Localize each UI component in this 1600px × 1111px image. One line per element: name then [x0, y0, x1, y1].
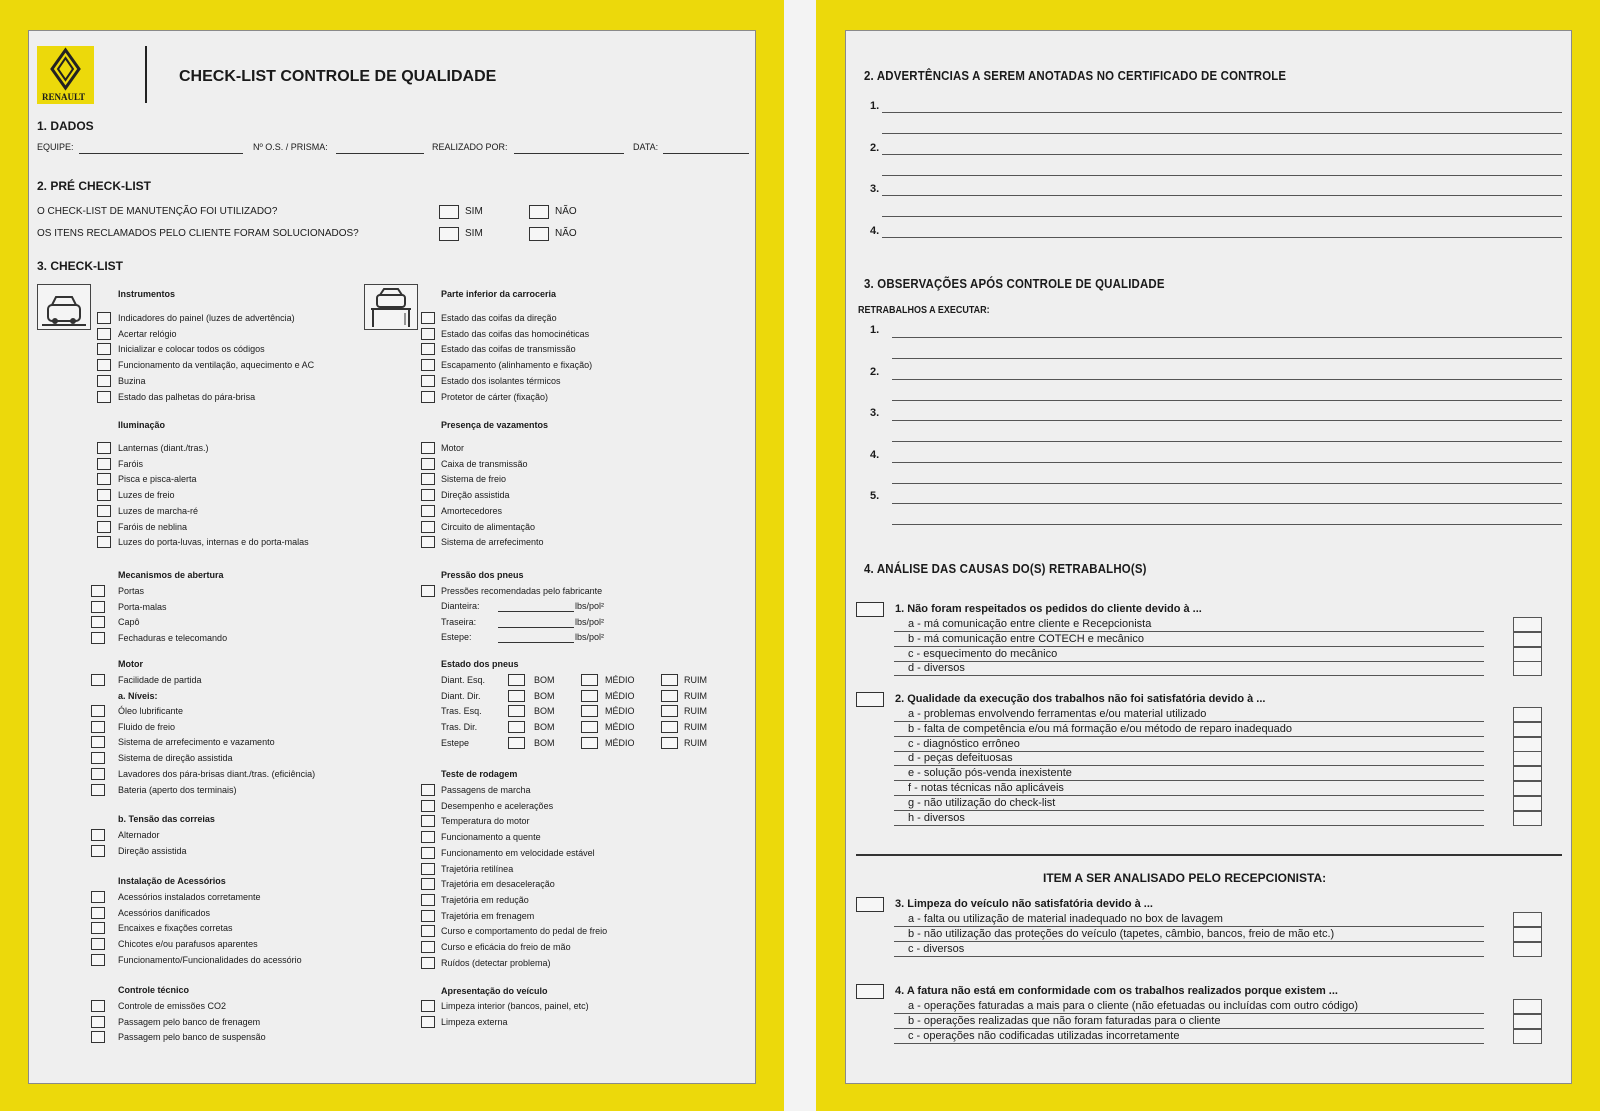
- checklist-item-label: Estado das coifas da direção: [441, 313, 557, 323]
- cause-item-label: a - má comunicação entre cliente e Recepcionista: [908, 618, 1152, 630]
- tire-row-label: Tras. Dir.: [441, 722, 478, 733]
- pre-checklist-heading: 2. PRÉ CHECK-LIST: [37, 179, 152, 193]
- checklist-item-label: Motor: [441, 443, 465, 453]
- retrabalho-line[interactable]: [892, 462, 1562, 463]
- checklist-item-label: Pisca e pisca-alerta: [118, 474, 197, 485]
- cause-item-label: a - problemas envolvendo ferramentas e/ou material utilizado: [908, 708, 1207, 720]
- advertencia-number: 4.: [870, 224, 880, 237]
- tire-row-label: Diant. Dir.: [441, 690, 481, 701]
- cause-item-label: d - diversos: [908, 662, 965, 675]
- observacoes-heading: 3. OBSERVAÇÕES APÓS CONTROLE DE QUALIDADE: [864, 276, 1165, 291]
- checklist-item-label: Luzes de marcha-ré: [118, 505, 199, 516]
- cause-checkbox[interactable]: [856, 984, 884, 999]
- realizado-por-label: REALIZADO POR:: [432, 142, 508, 152]
- tire-ruim-label: RUIM: [684, 675, 707, 685]
- checklist-item-label: Portas: [118, 586, 145, 596]
- tire-ruim-checkbox[interactable]: [661, 674, 678, 686]
- pressure-input[interactable]: [498, 642, 574, 643]
- tire-bom-label: BOM: [534, 690, 555, 701]
- cause-item-checkbox[interactable]: [1513, 617, 1542, 632]
- cause-item-checkbox[interactable]: [1513, 927, 1542, 942]
- checklist-item-label: Sistema de arrefecimento e vazamento: [118, 737, 275, 748]
- advertencia-line[interactable]: [882, 112, 1562, 113]
- checklist-checkbox[interactable]: [91, 616, 105, 628]
- advertencia-line-extra[interactable]: [882, 216, 1562, 217]
- retrabalho-line-extra[interactable]: [892, 400, 1562, 401]
- cause-title: 4. A fatura não está em conformidade com os trabalhos realizados porque existem ...: [895, 985, 1338, 997]
- checklist-checkbox[interactable]: [97, 375, 111, 387]
- checklist-item-label: Passagens de marcha: [441, 785, 531, 795]
- cause-item-underline: [894, 941, 1484, 942]
- checklist-checkbox[interactable]: [421, 585, 435, 597]
- tire-medio-checkbox[interactable]: [581, 674, 598, 686]
- cause-item-checkbox[interactable]: [1513, 766, 1542, 781]
- tire-medio-checkbox[interactable]: [581, 737, 598, 749]
- tire-ruim-label: RUIM: [684, 722, 707, 733]
- advertencia-line-extra[interactable]: [882, 175, 1562, 176]
- tire-bom-label: BOM: [534, 706, 555, 717]
- pre-question-2: OS ITENS RECLAMADOS PELO CLIENTE FORAM SOLUCIONADOS?: [37, 228, 359, 239]
- checklist-checkbox[interactable]: [91, 784, 105, 796]
- advertencia-line-extra[interactable]: [882, 133, 1562, 134]
- cause-item-label: b - falta de competência e/ou má formação e/ou método de reparo inadequado: [908, 722, 1293, 735]
- checklist-item-label: Curso e eficácia do freio de mão: [441, 942, 571, 952]
- checklist-item-label: Funcionamento a quente: [441, 832, 541, 843]
- checklist-item-label: Funcionamento da ventilação, aquecimento e AC: [118, 360, 315, 371]
- os-prisma-label: Nº O.S. / PRISMA:: [253, 142, 328, 152]
- cause-item-underline: [894, 956, 1484, 957]
- advertencia-number: 3.: [870, 183, 880, 195]
- cause-checkbox[interactable]: [856, 897, 884, 912]
- renault-logo: [37, 46, 94, 104]
- left-section-title: Mecanismos de abertura: [118, 570, 224, 580]
- checklist-item-label: Fluido de freio: [118, 721, 176, 732]
- cause-item-underline: [894, 675, 1484, 676]
- checklist-checkbox[interactable]: [91, 752, 105, 764]
- right-section-title: Presença de vazamentos: [441, 420, 549, 430]
- retrabalho-line[interactable]: [892, 337, 1562, 338]
- checklist-item-label: Passagem pelo banco de suspensão: [118, 1032, 266, 1043]
- right-section-title: Pressão dos pneus: [441, 570, 524, 580]
- cause-item-checkbox[interactable]: [1513, 737, 1542, 752]
- checklist-item-label: Bateria (aperto dos terminais): [118, 784, 237, 795]
- checklist-checkbox[interactable]: [97, 473, 111, 485]
- checklist-item-label: Fechaduras e telecomando: [118, 633, 228, 644]
- retrabalhos-label: RETRABALHOS A EXECUTAR:: [858, 305, 990, 316]
- cause-item-checkbox[interactable]: [1513, 632, 1542, 647]
- cause-item-underline: [894, 661, 1484, 662]
- tire-ruim-checkbox[interactable]: [661, 690, 678, 702]
- retrabalho-line[interactable]: [892, 379, 1562, 380]
- checklist-checkbox[interactable]: [421, 910, 435, 922]
- checklist-checkbox[interactable]: [421, 359, 435, 371]
- pressure-row-label: Dianteira:: [441, 601, 480, 611]
- pressure-row-label: Traseira:: [441, 616, 477, 627]
- tire-bom-label: BOM: [534, 722, 555, 733]
- pressure-input[interactable]: [498, 611, 574, 612]
- checklist-item-label: Indicadores do painel (luzes de advertência): [118, 313, 295, 323]
- cause-item-checkbox[interactable]: [1513, 661, 1542, 676]
- tire-ruim-checkbox[interactable]: [661, 737, 678, 749]
- checklist-checkbox[interactable]: [421, 343, 435, 355]
- checklist-checkbox[interactable]: [91, 891, 105, 903]
- checklist-checkbox[interactable]: [97, 536, 111, 548]
- checklist-item-label: Controle de emissões CO2: [118, 1001, 227, 1011]
- cause-item-label: b - não utilização das proteções do veículo (tapetes, câmbio, bancos, freio de mão etc.): [908, 927, 1335, 940]
- checklist-item-label: Direção assistida: [118, 845, 187, 856]
- dados-heading: 1. DADOS: [37, 119, 94, 133]
- checklist-page-1: [28, 30, 756, 1084]
- checklist-checkbox[interactable]: [421, 505, 435, 517]
- cause-title: 1. Não foram respeitados os pedidos do cliente devido à ...: [895, 603, 1202, 615]
- cause-item-label: b - má comunicação entre COTECH e mecânico: [908, 632, 1144, 645]
- checklist-item-label: Facilidade de partida: [118, 675, 202, 685]
- tire-bom-checkbox[interactable]: [508, 674, 525, 686]
- pressure-unit: lbs/pol²: [575, 601, 605, 611]
- checklist-checkbox[interactable]: [91, 1016, 105, 1028]
- checklist-checkbox[interactable]: [97, 312, 111, 324]
- tire-medio-label: MÉDIO: [605, 737, 635, 748]
- checklist-heading: 3. CHECK-LIST: [37, 259, 124, 273]
- tire-ruim-label: RUIM: [684, 706, 707, 717]
- checklist-item-label: Chicotes e/ou parafusos aparentes: [118, 939, 258, 950]
- checklist-item-label: Acessórios instalados corretamente: [118, 892, 261, 902]
- checklist-item-label: Lavadores dos pára-brisas diant./tras. (eficiência): [118, 768, 316, 779]
- checklist-checkbox[interactable]: [421, 800, 435, 812]
- checklist-item-label: Buzina: [118, 375, 146, 386]
- checklist-item-label: Inicializar e colocar todos os códigos: [118, 344, 265, 355]
- checklist-item-label: Passagem pelo banco de frenagem: [118, 1016, 261, 1027]
- retrabalho-line-extra[interactable]: [892, 483, 1562, 484]
- section-divider: [856, 854, 1562, 856]
- advertencia-line[interactable]: [882, 154, 1562, 155]
- checklist-item-label: Ruídos (detectar problema): [441, 957, 551, 968]
- checklist-item-label: Luzes de freio: [118, 490, 175, 501]
- cause-item-checkbox[interactable]: [1513, 647, 1542, 662]
- cause-item-checkbox[interactable]: [1513, 942, 1542, 957]
- checklist-page-2: [845, 30, 1572, 1084]
- cause-item-label: h - diversos: [908, 811, 965, 824]
- checklist-item-label: Estado dos isolantes térmicos: [441, 375, 561, 386]
- cause-item-underline: [894, 810, 1484, 811]
- tire-ruim-checkbox[interactable]: [661, 705, 678, 717]
- checklist-item-label: Limpeza externa: [441, 1016, 508, 1027]
- analise-heading: 4. ANÁLISE DAS CAUSAS DO(S) RETRABALHO(S): [864, 561, 1147, 576]
- left-section-title: Motor: [118, 659, 143, 669]
- checklist-item-label: Protetor de cárter (fixação): [441, 391, 549, 402]
- q2-nao-label: NÃO: [555, 228, 577, 239]
- cause-item-checkbox[interactable]: [1513, 1029, 1542, 1044]
- data-label: DATA:: [633, 142, 659, 152]
- checklist-checkbox[interactable]: [91, 674, 105, 686]
- checklist-checkbox[interactable]: [91, 907, 105, 919]
- q2-sim-checkbox[interactable]: [439, 227, 459, 241]
- checklist-checkbox[interactable]: [91, 938, 105, 950]
- tire-medio-label: MÉDIO: [605, 706, 635, 717]
- pressure-unit: lbs/pol²: [575, 616, 605, 627]
- page-gap: [784, 0, 816, 1111]
- tire-row-label: Tras. Esq.: [441, 706, 482, 717]
- checklist-checkbox[interactable]: [97, 505, 111, 517]
- checklist-checkbox[interactable]: [421, 442, 435, 454]
- retrabalho-number: 5.: [870, 490, 880, 502]
- right-section-title: Teste de rodagem: [441, 769, 518, 779]
- checklist-checkbox[interactable]: [421, 941, 435, 953]
- checklist-item-label: Pressões recomendadas pelo fabricante: [441, 586, 603, 596]
- cause-title: 3. Limpeza do veículo não satisfatória devido à ...: [895, 898, 1153, 910]
- retrabalho-line-extra[interactable]: [892, 524, 1562, 525]
- checklist-checkbox[interactable]: [421, 925, 435, 937]
- checklist-item-label: Trajetória em desaceleração: [441, 879, 555, 890]
- cause-item-checkbox[interactable]: [1513, 811, 1542, 826]
- checklist-checkbox[interactable]: [91, 705, 105, 717]
- left-section-title: a. Níveis:: [118, 691, 158, 701]
- page-title: CHECK-LIST CONTROLE DE QUALIDADE: [179, 68, 497, 85]
- checklist-item-label: Caixa de transmissão: [441, 458, 528, 469]
- checklist-item-label: Faróis de neblina: [118, 521, 188, 532]
- cause-item-label: c - esquecimento do mecânico: [908, 647, 1058, 660]
- checklist-item-label: Direção assistida: [441, 490, 510, 501]
- checklist-checkbox[interactable]: [91, 768, 105, 780]
- checklist-item-label: Estado das coifas de transmissão: [441, 344, 576, 355]
- checklist-item-label: Amortecedores: [441, 505, 503, 516]
- checklist-checkbox[interactable]: [421, 831, 435, 843]
- left-section-title: Iluminação: [118, 420, 166, 430]
- renault-diamond-icon: [37, 46, 94, 92]
- advertencias-heading: 2. ADVERTÊNCIAS A SEREM ANOTADAS NO CERTIFICADO DE CONTROLE: [864, 68, 1287, 83]
- cause-item-checkbox[interactable]: [1513, 751, 1542, 766]
- pressure-input[interactable]: [498, 627, 574, 628]
- checklist-checkbox[interactable]: [91, 585, 105, 597]
- tire-medio-checkbox[interactable]: [581, 705, 598, 717]
- left-section-title: Instalação de Acessórios: [118, 876, 226, 886]
- cause-item-label: a - operações faturadas a mais para o cliente (não efetuadas ou incluídas com outro código): [908, 1000, 1359, 1012]
- checklist-checkbox[interactable]: [421, 847, 435, 859]
- tire-bom-checkbox[interactable]: [508, 705, 525, 717]
- checklist-checkbox[interactable]: [91, 954, 105, 966]
- right-section-title: Parte inferior da carroceria: [441, 289, 557, 299]
- cause-item-underline: [894, 1043, 1484, 1044]
- checklist-item-label: Sistema de arrefecimento: [441, 537, 544, 548]
- right-section-title: Apresentação do veículo: [441, 986, 548, 996]
- checklist-checkbox[interactable]: [421, 312, 435, 324]
- advertencia-number: 1.: [870, 100, 880, 112]
- checklist-checkbox[interactable]: [97, 458, 111, 470]
- checklist-item-label: Lanternas (diant./tras.): [118, 443, 209, 453]
- checklist-checkbox[interactable]: [91, 1031, 105, 1043]
- tire-row-label: Diant. Esq.: [441, 675, 486, 685]
- checklist-item-label: Capô: [118, 617, 140, 628]
- cause-item-label: c - diversos: [908, 942, 965, 955]
- checklist-checkbox[interactable]: [421, 784, 435, 796]
- checklist-item-label: Desempenho e acelerações: [441, 800, 554, 811]
- checklist-item-label: Circuito de alimentação: [441, 521, 536, 532]
- checklist-checkbox[interactable]: [421, 894, 435, 906]
- tire-medio-label: MÉDIO: [605, 675, 635, 685]
- checklist-checkbox[interactable]: [421, 1016, 435, 1028]
- cause-item-checkbox[interactable]: [1513, 1014, 1542, 1029]
- cause-item-label: e - solução pós-venda inexistente: [908, 767, 1072, 780]
- tires-title: Estado dos pneus: [441, 659, 519, 669]
- cause-checkbox[interactable]: [856, 692, 884, 707]
- q1-nao-checkbox[interactable]: [529, 205, 549, 219]
- q1-sim-checkbox[interactable]: [439, 205, 459, 219]
- checklist-item-label: Trajetória em redução: [441, 894, 529, 905]
- tire-medio-checkbox[interactable]: [581, 690, 598, 702]
- checklist-item-label: Óleo lubrificante: [118, 706, 184, 716]
- equipe-label: EQUIPE:: [37, 142, 74, 152]
- tire-bom-label: BOM: [534, 675, 555, 685]
- checklist-checkbox[interactable]: [421, 473, 435, 485]
- advertencia-line[interactable]: [882, 237, 1562, 238]
- checklist-checkbox[interactable]: [91, 922, 105, 934]
- cause-item-checkbox[interactable]: [1513, 781, 1542, 796]
- checklist-item-label: Faróis: [118, 458, 144, 469]
- checklist-checkbox[interactable]: [91, 601, 105, 613]
- cause-item-checkbox[interactable]: [1513, 999, 1542, 1014]
- cause-item-label: b - operações realizadas que não foram faturadas para o cliente: [908, 1014, 1221, 1027]
- checklist-checkbox[interactable]: [91, 1000, 105, 1012]
- pre-question-1: O CHECK-LIST DE MANUTENÇÃO FOI UTILIZADO?: [37, 206, 278, 217]
- retrabalho-line-extra[interactable]: [892, 441, 1562, 442]
- checklist-item-label: Sistema de freio: [441, 474, 507, 485]
- os-prisma-field[interactable]: [336, 153, 424, 154]
- checklist-checkbox[interactable]: [421, 391, 435, 403]
- checklist-item-label: Escapamento (alinhamento e fixação): [441, 360, 593, 371]
- checklist-checkbox[interactable]: [91, 845, 105, 857]
- checklist-item-label: Alternador: [118, 830, 160, 840]
- checklist-checkbox[interactable]: [421, 878, 435, 890]
- cause-item-checkbox[interactable]: [1513, 707, 1542, 722]
- checklist-checkbox[interactable]: [421, 536, 435, 548]
- checklist-checkbox[interactable]: [421, 863, 435, 875]
- advertencia-line[interactable]: [882, 195, 1562, 196]
- checklist-item-label: Funcionamento em velocidade estável: [441, 847, 595, 858]
- checklist-checkbox[interactable]: [97, 328, 111, 340]
- checklist-checkbox[interactable]: [421, 375, 435, 387]
- left-section-title: b. Tensão das correias: [118, 814, 215, 824]
- cause-item-label: f - notas técnicas não aplicáveis: [908, 782, 1064, 794]
- cause-checkbox[interactable]: [856, 602, 884, 617]
- checklist-item-label: Trajetória em frenagem: [441, 910, 535, 921]
- pressure-unit: lbs/pol²: [575, 632, 605, 643]
- checklist-item-label: Acertar relógio: [118, 328, 177, 339]
- checklist-item-label: Estado das palhetas do pára-brisa: [118, 391, 256, 402]
- cause-item-label: a - falta ou utilização de material inadequado no box de lavagem: [908, 913, 1223, 925]
- cause-item-checkbox[interactable]: [1513, 722, 1542, 737]
- tire-medio-label: MÉDIO: [605, 690, 635, 701]
- recepcionista-heading: ITEM A SER ANALISADO PELO RECEPCIONISTA:: [1043, 871, 1327, 885]
- retrabalho-number: 3.: [870, 407, 880, 419]
- tire-bom-checkbox[interactable]: [508, 737, 525, 749]
- checklist-item-label: Porta-malas: [118, 601, 167, 612]
- left-section-title: Instrumentos: [118, 289, 176, 299]
- tire-ruim-label: RUIM: [684, 690, 707, 701]
- checklist-checkbox[interactable]: [91, 736, 105, 748]
- checklist-item-label: Sistema de direção assistida: [118, 753, 233, 764]
- checklist-item-label: Estado das coifas das homocinéticas: [441, 328, 590, 339]
- checklist-checkbox[interactable]: [97, 521, 111, 533]
- advertencia-number: 2.: [870, 141, 880, 154]
- retrabalho-number: 2.: [870, 365, 880, 378]
- retrabalho-line[interactable]: [892, 420, 1562, 421]
- checklist-checkbox[interactable]: [97, 343, 111, 355]
- tire-bom-label: BOM: [534, 737, 555, 748]
- retrabalho-line[interactable]: [892, 503, 1562, 504]
- car-on-ramp-icon: [37, 284, 91, 330]
- checklist-checkbox[interactable]: [97, 489, 111, 501]
- tire-bom-checkbox[interactable]: [508, 690, 525, 702]
- cause-item-checkbox[interactable]: [1513, 796, 1542, 811]
- checklist-item-label: Luzes do porta-luvas, internas e do porta-malas: [118, 537, 309, 548]
- retrabalho-number: 4.: [870, 448, 880, 461]
- q1-nao-label: NÃO: [555, 206, 577, 217]
- checklist-checkbox[interactable]: [91, 632, 105, 644]
- checklist-checkbox[interactable]: [421, 328, 435, 340]
- checklist-item-label: Encaixes e fixações corretas: [118, 923, 233, 934]
- q2-nao-checkbox[interactable]: [529, 227, 549, 241]
- car-on-lift-icon: [364, 284, 418, 330]
- checklist-item-label: Temperatura do motor: [441, 816, 530, 827]
- realizado-por-field[interactable]: [514, 153, 624, 154]
- tire-medio-checkbox[interactable]: [581, 721, 598, 733]
- retrabalho-number: 1.: [870, 324, 880, 336]
- tire-medio-label: MÉDIO: [605, 722, 635, 733]
- cause-item-label: c - operações não codificadas utilizadas incorretamente: [908, 1029, 1180, 1042]
- tire-bom-checkbox[interactable]: [508, 721, 525, 733]
- checklist-checkbox[interactable]: [97, 359, 111, 371]
- checklist-checkbox[interactable]: [97, 391, 111, 403]
- cause-item-label: d - peças defeituosas: [908, 752, 1013, 765]
- checklist-item-label: Acessórios danificados: [118, 907, 211, 918]
- checklist-item-label: Trajetória retilínea: [441, 863, 514, 874]
- cause-item-underline: [894, 825, 1484, 826]
- pressure-row-label: Estepe:: [441, 632, 472, 643]
- checklist-checkbox[interactable]: [421, 957, 435, 969]
- checklist-checkbox[interactable]: [91, 721, 105, 733]
- tire-ruim-label: RUIM: [684, 737, 707, 748]
- checklist-item-label: Limpeza interior (bancos, painel, etc): [441, 1001, 589, 1011]
- tire-ruim-checkbox[interactable]: [661, 721, 678, 733]
- checklist-checkbox[interactable]: [421, 458, 435, 470]
- checklist-checkbox[interactable]: [421, 489, 435, 501]
- header-divider: [145, 46, 147, 103]
- cause-title: 2. Qualidade da execução dos trabalhos não foi satisfatória devido à ...: [895, 693, 1266, 705]
- cause-item-checkbox[interactable]: [1513, 912, 1542, 927]
- checklist-item-label: Funcionamento/Funcionalidades do acessório: [118, 954, 302, 965]
- cause-item-label: g - não utilização do check-list: [908, 796, 1056, 809]
- checklist-checkbox[interactable]: [421, 1000, 435, 1012]
- q1-sim-label: SIM: [465, 206, 483, 217]
- data-field[interactable]: [663, 153, 749, 154]
- equipe-field[interactable]: [79, 153, 243, 154]
- checklist-checkbox[interactable]: [421, 815, 435, 827]
- checklist-item-label: Curso e comportamento do pedal de freio: [441, 926, 608, 937]
- brand-name: RENAULT: [42, 92, 86, 102]
- retrabalho-line-extra[interactable]: [892, 358, 1562, 359]
- checklist-checkbox[interactable]: [91, 829, 105, 841]
- checklist-checkbox[interactable]: [97, 442, 111, 454]
- q2-sim-label: SIM: [465, 228, 483, 239]
- tire-row-label: Estepe: [441, 737, 470, 748]
- checklist-checkbox[interactable]: [421, 521, 435, 533]
- left-section-title: Controle técnico: [118, 985, 190, 995]
- cause-item-label: c - diagnóstico errôneo: [908, 737, 1020, 750]
